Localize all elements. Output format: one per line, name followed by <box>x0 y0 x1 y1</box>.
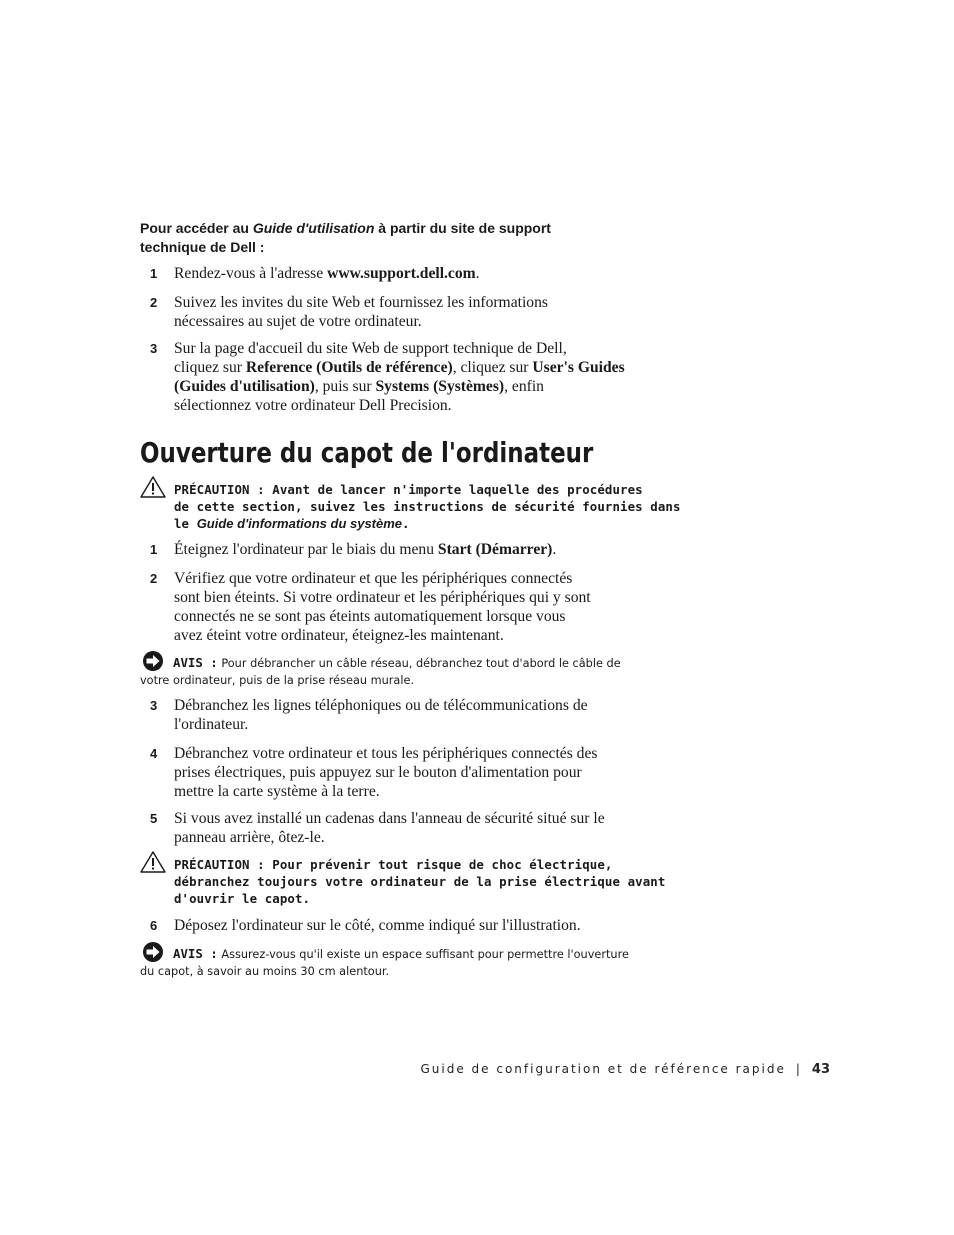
warning-triangle-icon <box>140 850 166 874</box>
caution-text: d'ouvrir le capot. <box>174 891 311 906</box>
caution-guide-title: Guide d'informations du système <box>196 516 403 531</box>
step-text: , puis sur <box>314 378 376 395</box>
menu-systems: Systems (Systèmes) <box>375 378 505 395</box>
step-text: Rendez-vous à l'adresse <box>174 265 328 282</box>
step-number: 3 <box>150 341 158 356</box>
step-text: mettre la carte système à la terre. <box>174 783 380 800</box>
step-text: nécessaires au sujet de votre ordinateur. <box>174 313 422 330</box>
step-number: 1 <box>150 542 158 557</box>
step-text: panneau arrière, ôtez-le. <box>174 829 325 846</box>
intro-heading-line2: technique de Dell : <box>140 239 265 255</box>
caution-text: PRÉCAUTION : Avant de lancer n'importe laquelle des procédures <box>174 482 643 497</box>
caution-text-end: . <box>402 516 410 531</box>
step-text: sélectionnez votre ordinateur Dell Precision. <box>174 397 452 414</box>
step-number: 1 <box>150 266 158 281</box>
footer-title: Guide de configuration et de référence rapide <box>420 1062 786 1076</box>
step-text-end: . <box>475 265 480 282</box>
menu-reference: Reference (Outils de référence) <box>245 359 453 376</box>
menu-guides-utilisation: (Guides d'utilisation) <box>174 378 315 395</box>
step-text: Suivez les invites du site Web et fournissez les informations <box>174 294 548 311</box>
step-number: 2 <box>150 295 158 310</box>
notice-text: du capot, à savoir au moins 30 cm alentour. <box>140 965 390 978</box>
step-text: Déposez l'ordinateur sur le côté, comme indiqué sur l'illustration. <box>174 917 581 934</box>
intro-heading-guide-title: Guide d'utilisation <box>252 220 375 236</box>
caution-text: débranchez toujours votre ordinateur de la prise électrique avant <box>174 874 666 889</box>
step-text: avez éteint votre ordinateur, éteignez-les maintenant. <box>174 627 504 644</box>
step-text: Si vous avez installé un cadenas dans l'anneau de sécurité situé sur le <box>174 810 605 827</box>
step-text: sont bien éteints. Si votre ordinateur et les périphériques qui y sont <box>174 589 591 606</box>
step-number: 4 <box>150 746 158 761</box>
step-number: 2 <box>150 571 158 586</box>
intro-heading-text-end: à partir du site de support <box>374 220 551 236</box>
notice-text: votre ordinateur, puis de la prise réseau murale. <box>140 674 415 687</box>
menu-start: Start (Démarrer) <box>437 541 553 558</box>
notice-text: Pour débrancher un câble réseau, débranchez tout d'abord le câble de <box>221 657 621 670</box>
step-text-end: . <box>552 541 557 558</box>
step-number: 5 <box>150 811 158 826</box>
caution-text: PRÉCAUTION : Pour prévenir tout risque de choc électrique, <box>174 857 613 872</box>
step-text: Éteignez l'ordinateur par le biais du menu <box>174 541 438 558</box>
intro-heading <box>140 219 620 257</box>
caution-text: de cette section, suivez les instructions de sécurité fournies dans <box>174 499 681 514</box>
footer-separator: | <box>795 1062 800 1076</box>
step-text: prises électriques, puis appuyez sur le bouton d'alimentation pour <box>174 764 582 781</box>
page-footer <box>421 1062 831 1077</box>
support-url: www.support.dell.com <box>327 265 476 282</box>
notice-label: AVIS : <box>173 655 218 670</box>
caution-text: le <box>174 516 197 531</box>
step-text: , enfin <box>504 378 544 395</box>
notice-label: AVIS : <box>173 946 218 961</box>
step-text: Sur la page d'accueil du site Web de support technique de Dell, <box>174 340 567 357</box>
warning-triangle-icon <box>140 475 166 499</box>
notice-text: Assurez-vous qu'il existe un espace suffisant pour permettre l'ouverture <box>221 948 629 961</box>
step-number: 6 <box>150 918 158 933</box>
menu-users-guides: User's Guides <box>532 359 625 376</box>
page-number: 43 <box>811 1062 830 1077</box>
intro-heading-text: Pour accéder au <box>140 220 253 236</box>
step-text: Débranchez les lignes téléphoniques ou de télécommunications de <box>174 697 588 714</box>
step-number: 3 <box>150 698 158 713</box>
step-text: , cliquez sur <box>452 359 533 376</box>
step-text: connectés ne se sont pas éteints automatiquement lorsque vous <box>174 608 566 625</box>
step-text: Débranchez votre ordinateur et tous les périphériques connectés des <box>174 745 598 762</box>
step-text: Vérifiez que votre ordinateur et que les périphériques connectés <box>174 570 573 587</box>
step-text: l'ordinateur. <box>174 716 249 733</box>
section-title: Ouverture du capot de l'ordinateur <box>140 436 594 469</box>
step-text: cliquez sur <box>174 359 246 376</box>
